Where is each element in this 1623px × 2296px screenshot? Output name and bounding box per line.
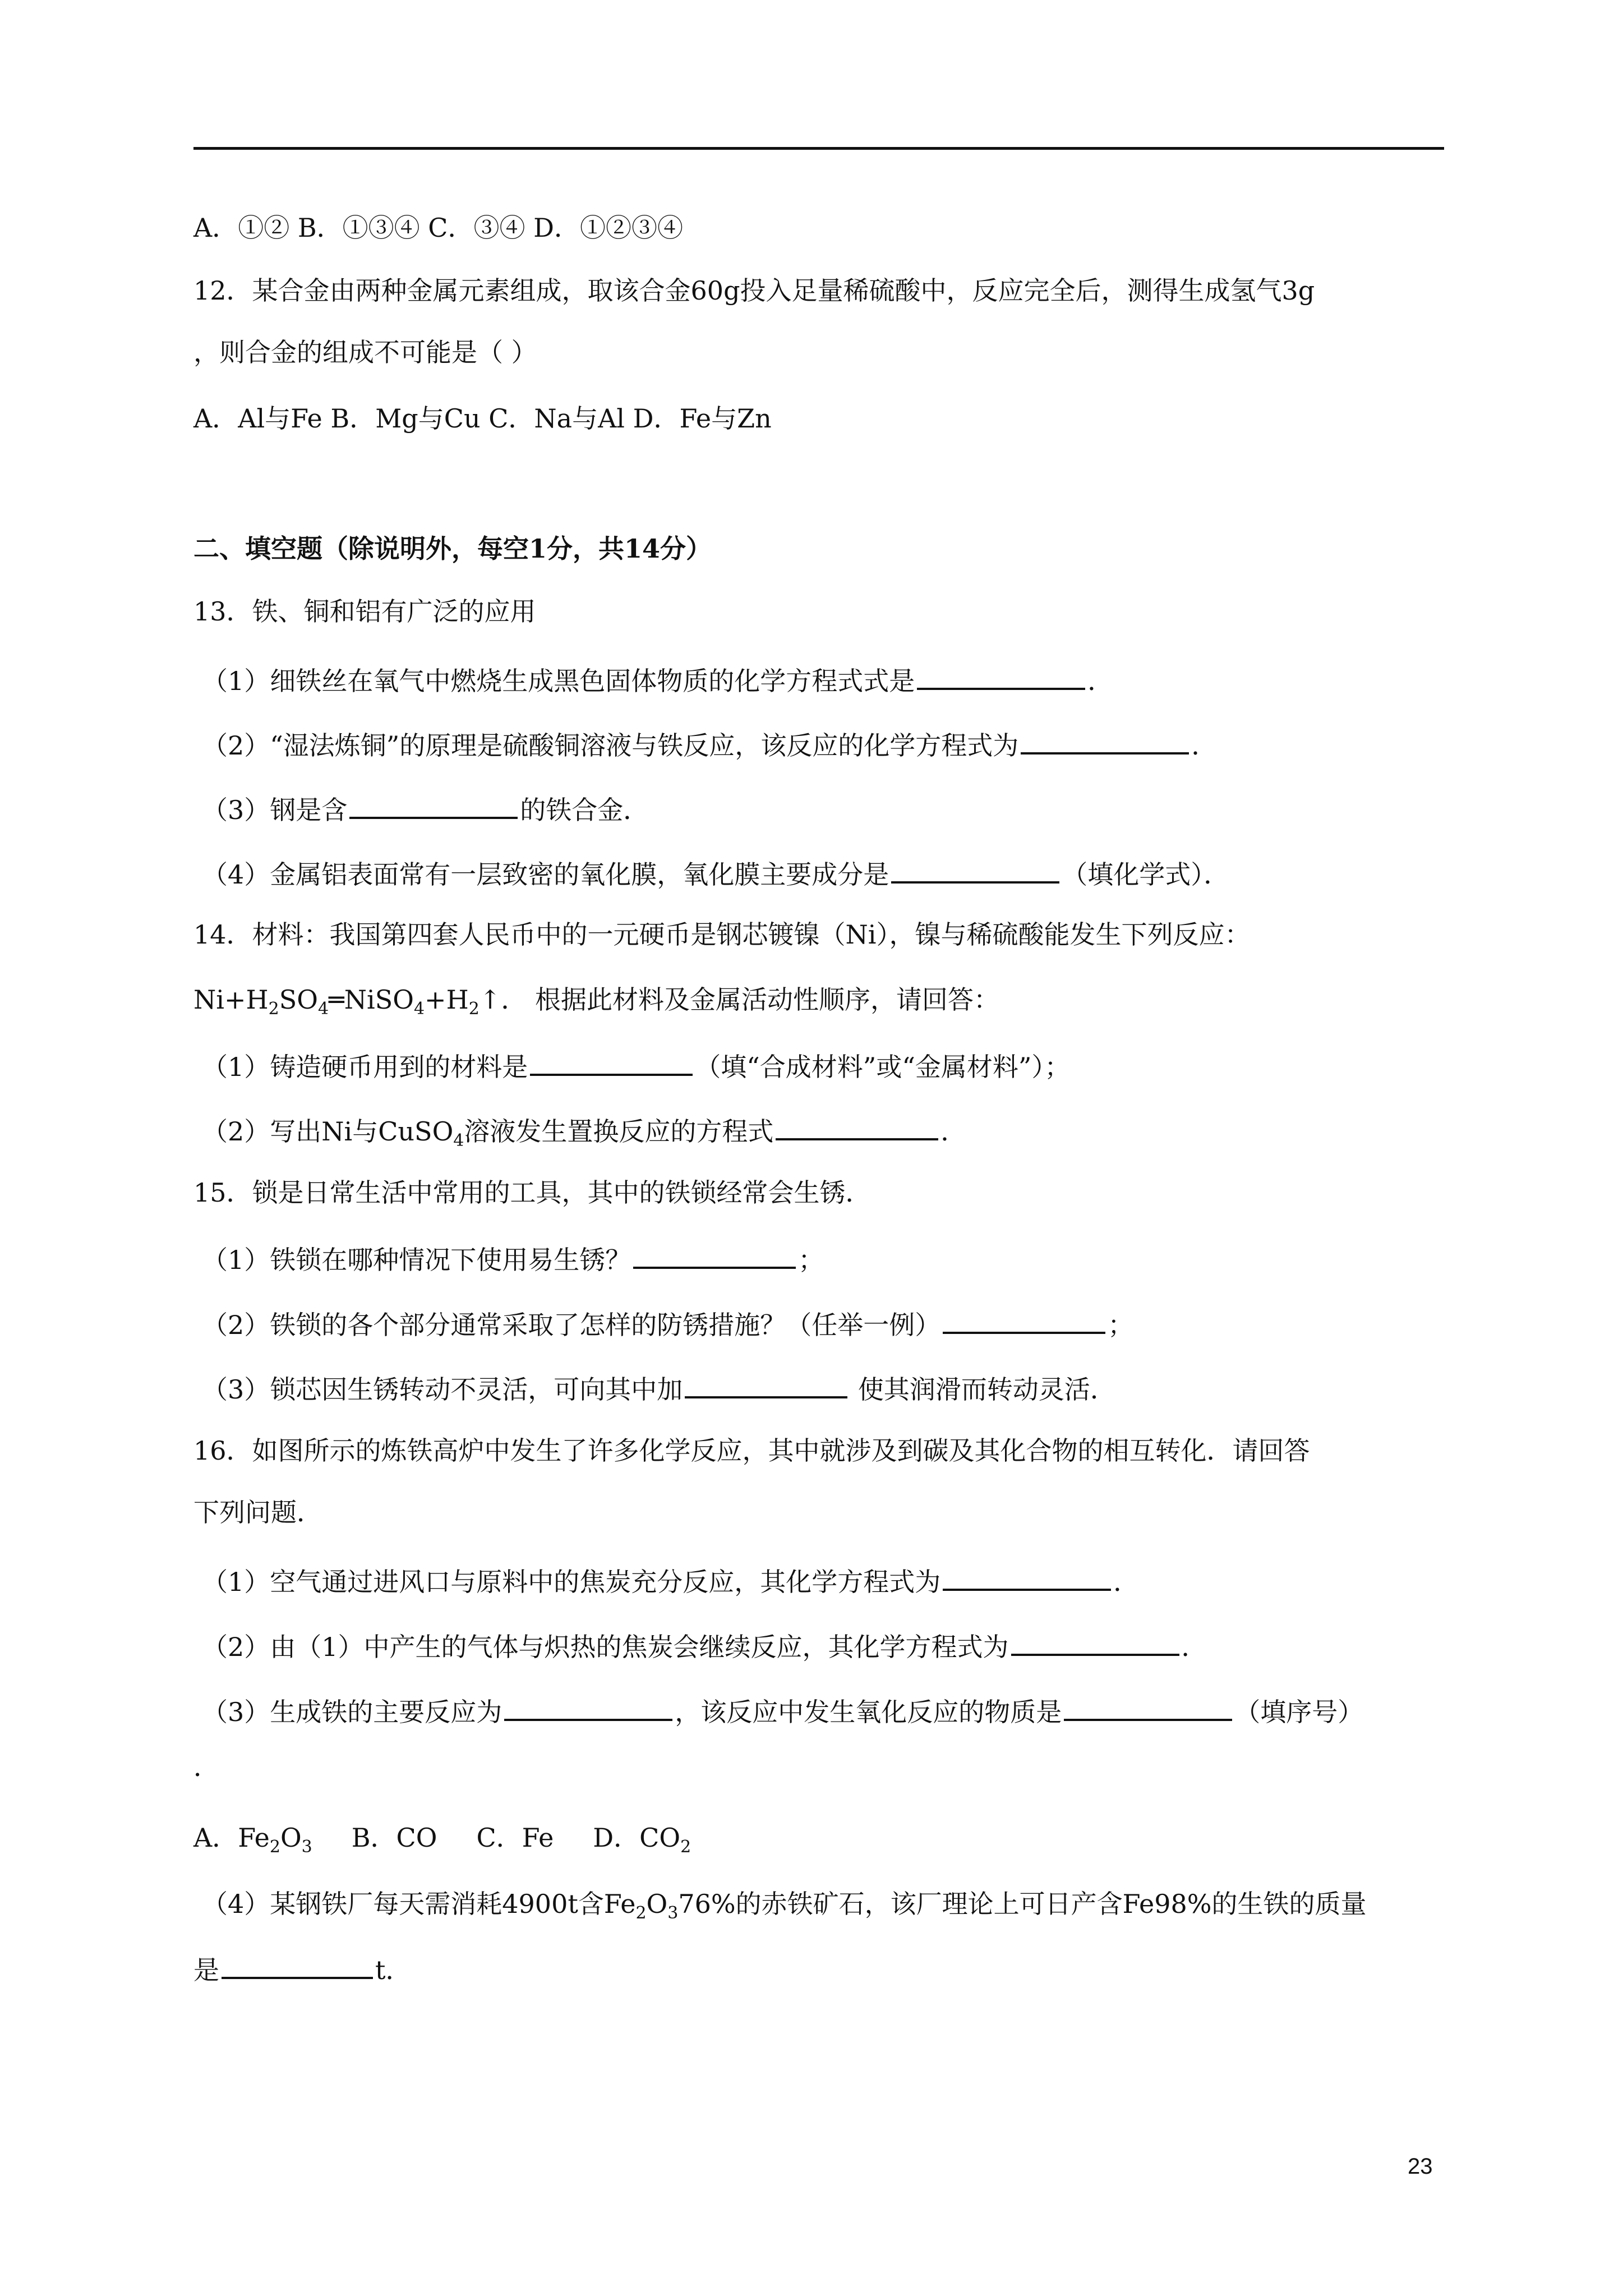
section-heading: 二、填空题（除说明外，每空1分，共14分） xyxy=(193,533,712,564)
period: ． xyxy=(1087,666,1114,696)
q15-part3 xyxy=(202,1370,1116,1406)
q15-stem: 15．锁是日常生活中常用的工具，其中的铁锁经常会生锈． xyxy=(193,1177,872,1208)
subscript: 4 xyxy=(453,1131,464,1151)
q14-part2-mid: 溶液发生置换反应的方程式 xyxy=(464,1116,774,1147)
eq-part: +H xyxy=(425,984,469,1015)
subscript: 3 xyxy=(667,1903,679,1924)
q16-part3-text: （3）生成铁的主要反应为 xyxy=(202,1697,502,1727)
q16-options xyxy=(193,1821,730,1855)
q16-part4-line2 xyxy=(193,1951,412,1987)
period: ． xyxy=(1181,1632,1207,1662)
q16-part4-unit: t． xyxy=(375,1955,412,1985)
q14-stem: 14．材料：我国第四套人民币中的一元硬币是钢芯镀镍（Ni），镍与稀硫酸能发生下列反应： xyxy=(193,919,1251,950)
answer-blank[interactable] xyxy=(1011,1628,1179,1656)
option-a: A．$Fe_2O_3$ xyxy=(193,1823,312,1857)
q13-part2 xyxy=(202,726,1217,762)
q13-part4-text: （4）金属铝表面常有一层致密的氧化膜，氧化膜主要成分是 xyxy=(202,859,889,890)
q12-options: A．Al与Fe B．Mg与Cu C．Na与Al D．Fe与Zn xyxy=(193,403,772,434)
q15-part2-text: （2）铁锁的各个部分通常采取了怎样的防锈措施？（任举一例） xyxy=(202,1310,941,1340)
q16-stem-line2: 下列问题． xyxy=(193,1497,322,1527)
answer-blank[interactable] xyxy=(891,855,1059,884)
q16-part3-mid: ，该反应中发生氧化反应的物质是 xyxy=(675,1697,1062,1727)
period: ． xyxy=(1191,730,1218,761)
semicolon: ； xyxy=(798,1245,824,1275)
eq-part: ═NiSO xyxy=(329,984,414,1015)
q13-part4-tail: （填化学式）． xyxy=(1062,859,1230,890)
eq-part: SO xyxy=(279,984,318,1015)
q14-part2-text: （2）写出Ni与CuSO xyxy=(202,1116,454,1147)
q16-part4-text: （4）某钢铁厂每天需消耗4900t含Fe xyxy=(202,1889,636,1919)
q15-part1-text: （1）铁锁在哪种情况下使用易生锈？ xyxy=(202,1245,631,1275)
subscript: 4 xyxy=(317,999,329,1019)
answer-blank[interactable] xyxy=(776,1112,938,1140)
q14-part1-tail: （填“合成材料”或“金属材料”）； xyxy=(695,1052,1071,1082)
answer-blank[interactable] xyxy=(530,1048,693,1076)
q12-stem-line1: 12．某合金由两种金属元素组成，取该合金60g投入足量稀硫酸中，反应完全后，测得生成氢气3g xyxy=(193,275,1315,306)
q13-part1-text: （1）细铁丝在氧气中燃烧生成黑色固体物质的化学方程式式是 xyxy=(202,666,915,696)
answer-blank[interactable] xyxy=(917,662,1085,690)
q16-stem-line1: 16．如图所示的炼铁高炉中发生了许多化学反应，其中就涉及到碳及其化合物的相互转化．请回答 xyxy=(193,1435,1310,1466)
answer-blank[interactable] xyxy=(1021,726,1189,754)
q11-options: A．①② B．①③④ C．③④ D．①②③④ xyxy=(193,213,683,243)
q14-part1-text: （1）铸造硬币用到的材料是 xyxy=(202,1052,528,1082)
q16-part2 xyxy=(202,1628,1207,1664)
q16-part4-tail: 76%的赤铁矿石，该厂理论上可日产含Fe98%的生铁的质量 xyxy=(678,1889,1367,1919)
q14-part2 xyxy=(202,1112,967,1151)
q16-part1 xyxy=(202,1563,1139,1599)
q15-part2 xyxy=(202,1306,1133,1342)
answer-blank[interactable] xyxy=(1064,1693,1232,1721)
answer-blank[interactable] xyxy=(222,1951,373,1979)
q15-part1 xyxy=(202,1241,824,1277)
answer-blank[interactable] xyxy=(685,1370,847,1398)
semicolon: ； xyxy=(1108,1310,1134,1340)
q16-part4-start: 是 xyxy=(193,1955,219,1985)
q16-part3-end: ． xyxy=(193,1752,219,1782)
q14-equation xyxy=(193,983,999,1019)
q16-part4 xyxy=(202,1887,1367,1924)
answer-blank[interactable] xyxy=(349,791,518,819)
page-number: 23 xyxy=(1408,2154,1433,2179)
q16-part3-tail: （填序号） xyxy=(1234,1697,1364,1727)
option-b: B．CO xyxy=(351,1823,437,1853)
q13-part3 xyxy=(202,791,649,827)
subscript: 2 xyxy=(268,999,279,1019)
subscript: 2 xyxy=(635,1903,647,1924)
eq-part: O xyxy=(646,1889,668,1919)
period: ． xyxy=(940,1116,967,1147)
q15-part3-text: （3）锁芯因生锈转动不灵活，可向其中加 xyxy=(202,1374,683,1405)
option-c: C．Fe xyxy=(476,1823,554,1853)
eq-part: Ni+H xyxy=(193,984,269,1015)
q16-part2-text: （2）由（1）中产生的气体与炽热的焦炭会继续反应，其化学方程式为 xyxy=(202,1632,1009,1662)
q13-part1 xyxy=(202,662,1113,698)
q14-part1 xyxy=(202,1048,1070,1084)
answer-blank[interactable] xyxy=(633,1241,796,1269)
q13-part3-tail: 的铁合金． xyxy=(520,795,649,825)
answer-blank[interactable] xyxy=(504,1693,672,1721)
option-d: D．$CO_2$ xyxy=(593,1823,691,1857)
q13-part2-text: （2）“湿法炼铜”的原理是硫酸铜溶液与铁反应，该反应的化学方程式为 xyxy=(202,730,1019,761)
subscript: 4 xyxy=(413,999,425,1019)
answer-blank[interactable] xyxy=(943,1306,1105,1334)
q13-part4 xyxy=(202,855,1229,891)
subscript: 2 xyxy=(468,999,479,1019)
header-rule xyxy=(193,147,1444,150)
q13-stem: 13．铁、铜和铝有广泛的应用 xyxy=(193,596,536,627)
q13-part3-text: （3）钢是含 xyxy=(202,795,348,825)
answer-blank[interactable] xyxy=(943,1563,1111,1591)
q12-stem-line2: ，则合金的组成不可能是（ ） xyxy=(193,337,537,367)
eq-tail: ↑． 根据此材料及金属活动性顺序，请回答： xyxy=(479,984,999,1015)
q15-part3-tail: 使其润滑而转动灵活． xyxy=(850,1374,1116,1405)
period: ． xyxy=(1113,1567,1140,1597)
q16-part3 xyxy=(202,1693,1363,1729)
q16-part1-text: （1）空气通过进风口与原料中的焦炭充分反应，其化学方程式为 xyxy=(202,1567,941,1597)
